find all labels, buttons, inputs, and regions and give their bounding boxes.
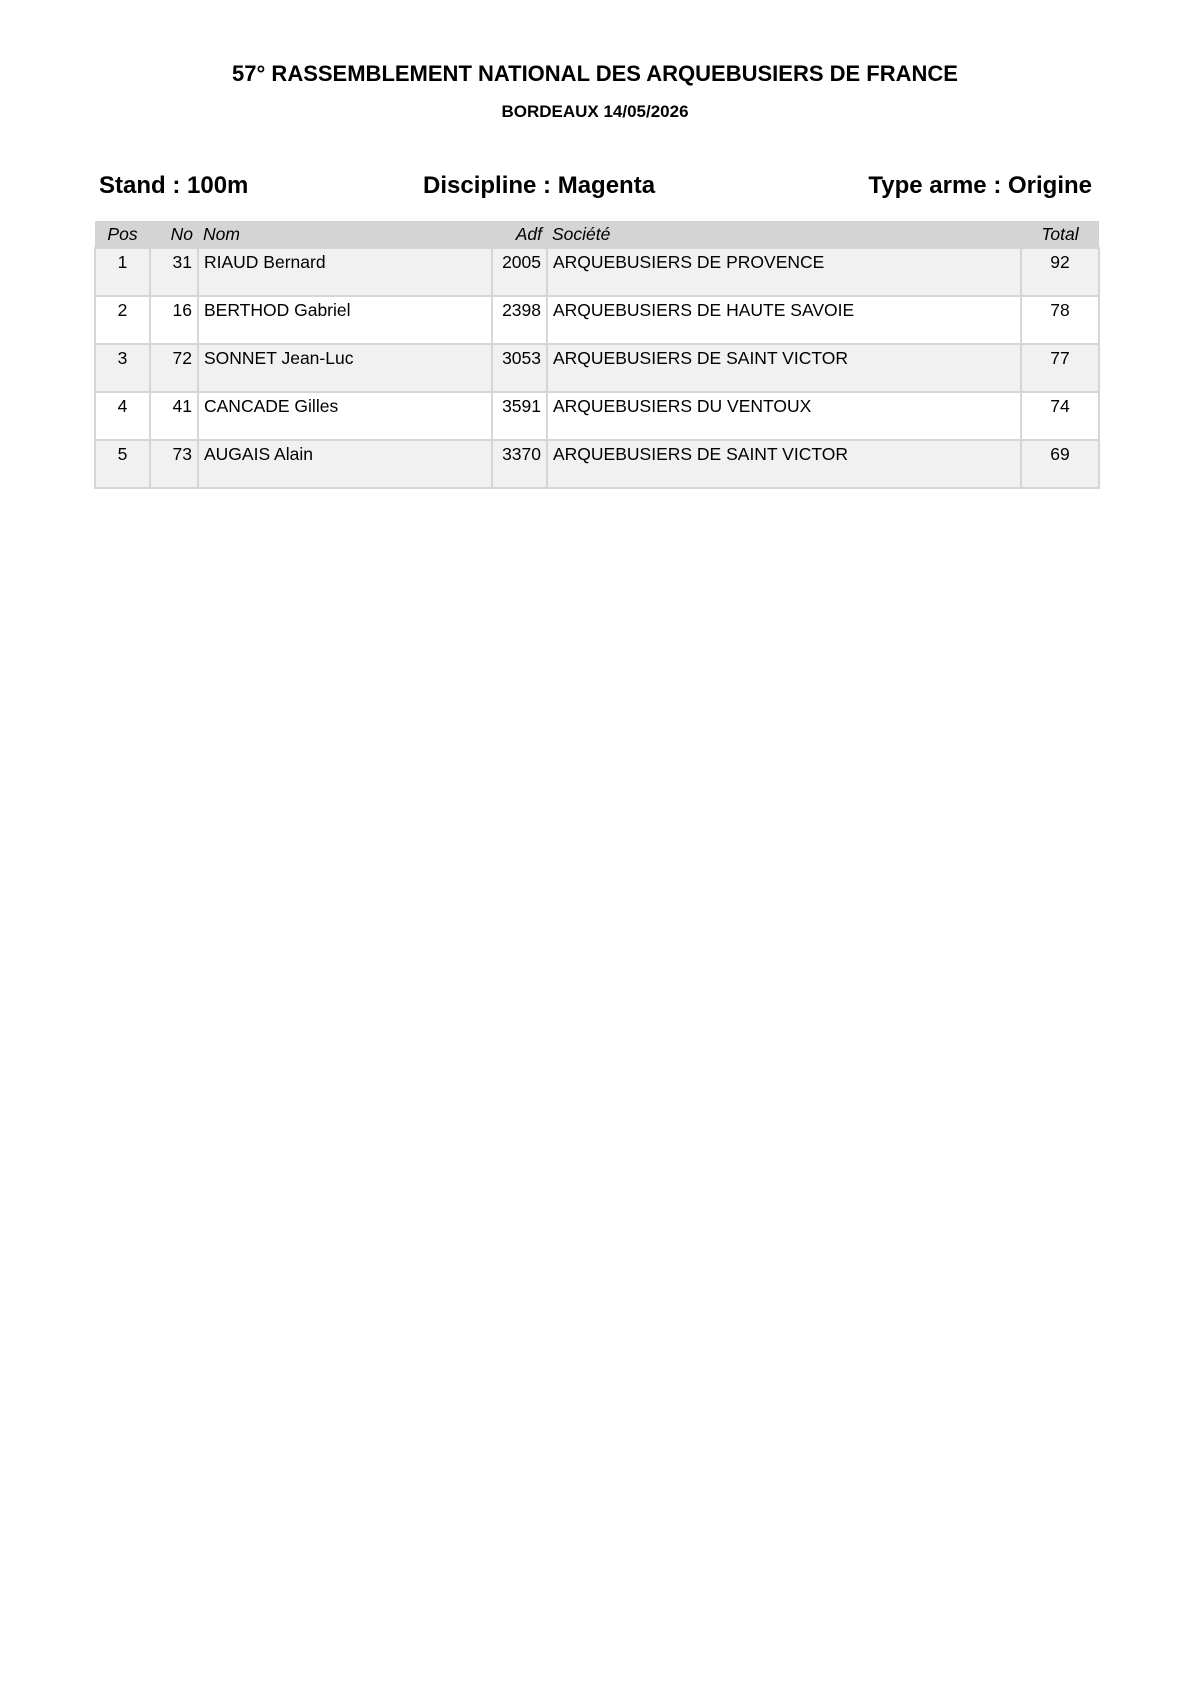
page-title: 57° RASSEMBLEMENT NATIONAL DES ARQUEBUSIERS DE FRANCE [232,61,958,86]
cell-nom: CANCADE Gilles [198,392,492,440]
cell-total: 69 [1021,440,1099,488]
cell-no: 72 [150,344,198,392]
stand-label: Stand : 100m [99,172,249,199]
cell-societe: ARQUEBUSIERS DE SAINT VICTOR [547,344,1021,392]
cell-adf: 3053 [492,344,547,392]
cell-total: 78 [1021,296,1099,344]
cell-societe: ARQUEBUSIERS DE PROVENCE [547,248,1021,296]
results-table-body [95,248,1099,488]
cell-adf: 3370 [492,440,547,488]
cell-no: 31 [150,248,198,296]
results-table-header [95,221,1099,248]
cell-pos: 5 [95,440,150,488]
cell-societe: ARQUEBUSIERS DU VENTOUX [547,392,1021,440]
cell-nom: BERTHOD Gabriel [198,296,492,344]
table-row [95,296,1099,344]
column-header-nom: Nom [198,221,492,248]
cell-no: 41 [150,392,198,440]
column-header-societe: Société [547,221,1021,248]
cell-adf: 3591 [492,392,547,440]
event-location-date: BORDEAUX 14/05/2026 [501,102,689,121]
cell-pos: 2 [95,296,150,344]
table-row [95,440,1099,488]
cell-societe: ARQUEBUSIERS DE SAINT VICTOR [547,440,1021,488]
table-row [95,344,1099,392]
column-header-pos: Pos [95,221,150,248]
table-row [95,248,1099,296]
column-header-total: Total [1021,221,1099,248]
cell-pos: 1 [95,248,150,296]
cell-no: 73 [150,440,198,488]
cell-adf: 2398 [492,296,547,344]
header-row [95,221,1099,248]
cell-nom: AUGAIS Alain [198,440,492,488]
cell-no: 16 [150,296,198,344]
column-header-adf: Adf [492,221,547,248]
results-table [94,221,1100,489]
cell-nom: SONNET Jean-Luc [198,344,492,392]
cell-pos: 3 [95,344,150,392]
weapon-type-label: Type arme : Origine [868,172,1092,199]
discipline-label: Discipline : Magenta [423,172,656,199]
cell-pos: 4 [95,392,150,440]
cell-nom: RIAUD Bernard [198,248,492,296]
cell-total: 92 [1021,248,1099,296]
cell-societe: ARQUEBUSIERS DE HAUTE SAVOIE [547,296,1021,344]
cell-adf: 2005 [492,248,547,296]
cell-total: 74 [1021,392,1099,440]
cell-total: 77 [1021,344,1099,392]
table-row [95,392,1099,440]
column-header-no: No [150,221,198,248]
